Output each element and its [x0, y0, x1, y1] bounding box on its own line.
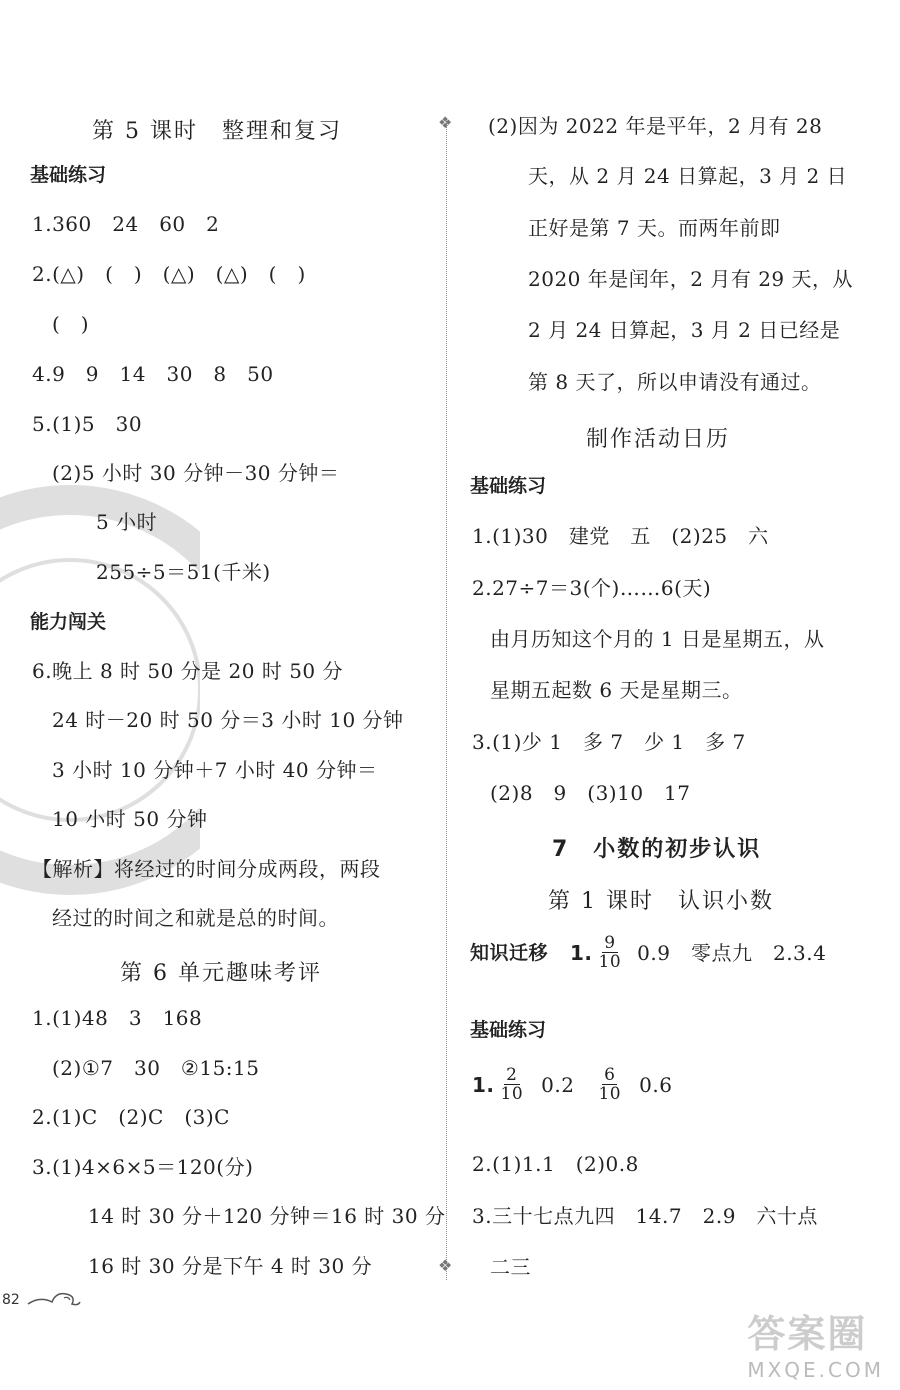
answer-6-line2: 24 时－20 时 50 分＝3 小时 10 分钟 — [52, 708, 404, 732]
decimal-0-6: 0.6 — [639, 1072, 673, 1097]
lesson5-title: 第 5 课时 整理和复习 — [92, 119, 342, 144]
unit-answer-1: 1.(1)48 3 168 — [32, 1006, 203, 1030]
unit-answer-3: 3.(1)4×6×5＝120(分) — [32, 1155, 254, 1179]
divider-ornament-bottom: ❖ — [438, 1256, 453, 1275]
section-basic-practice-right: 基础练习 — [470, 475, 547, 497]
answer-4: 4.9 9 14 30 8 50 — [32, 362, 274, 386]
fraction-denominator: 10 — [598, 952, 622, 972]
analysis-line2: 经过的时间之和就是总的时间。 — [52, 906, 339, 930]
fraction-numerator: 2 — [506, 1065, 518, 1085]
prev-answer-line5: 2 月 24 日算起，3 月 2 日已经是 — [528, 318, 841, 342]
calendar-answer-1: 1.(1)30 建党 五 (2)25 六 — [472, 524, 769, 548]
fraction-9-10 — [597, 934, 624, 971]
unit-answer-1-part2: (2)①7 30 ②15:15 — [52, 1056, 260, 1080]
unit7-title: 7 小数的初步认识 — [552, 837, 762, 862]
transfer-prefix: 1. — [570, 940, 593, 965]
calendar-answer-2: 2.27÷7＝3(个)……6(天) — [472, 576, 712, 600]
calendar-answer-2-line2: 由月历知这个月的 1 日是星期五，从 — [490, 627, 825, 651]
knowledge-transfer-label: 知识迁移 — [470, 941, 549, 964]
answer-5-division: 255÷5＝51(千米) — [96, 560, 271, 584]
site-watermark — [747, 1303, 884, 1382]
decimal-answer-1-prefix: 1. — [472, 1072, 495, 1097]
answer-2: 2.(△) ( ) (△) (△) ( ) — [32, 262, 306, 286]
decimal-0-2: 0.2 — [541, 1072, 575, 1097]
calendar-answer-3-part2: (2)8 9 (3)10 17 — [490, 781, 691, 805]
answer-6-line4: 10 小时 50 分钟 — [52, 807, 208, 831]
prev-answer-line1: (2)因为 2022 年是平年，2 月有 28 — [488, 114, 823, 138]
knowledge-transfer-line — [470, 934, 826, 971]
calendar-answer-3: 3.(1)少 1 多 7 少 1 多 7 — [472, 730, 746, 754]
prev-answer-line3: 正好是第 7 天。而两年前即 — [528, 216, 781, 240]
fraction-numerator: 6 — [604, 1065, 616, 1085]
page-number: 82 — [2, 1292, 20, 1308]
unit-answer-3-line3: 16 时 30 分是下午 4 时 30 分 — [88, 1254, 373, 1278]
fraction-denominator: 10 — [500, 1084, 524, 1104]
fraction-2-10 — [499, 1066, 526, 1103]
analysis-line1: 【解析】将经过的时间分成两段，两段 — [32, 857, 381, 881]
answer-6: 6.晚上 8 时 50 分是 20 时 50 分 — [32, 659, 344, 683]
background-watermark-circle — [0, 470, 200, 910]
watermark-logo-text: 答案圈 — [747, 1312, 868, 1356]
fraction-numerator: 9 — [604, 933, 616, 953]
answer-5-part2: (2)5 小时 30 分钟－30 分钟＝ — [52, 461, 340, 485]
decimal-answer-2: 2.(1)1.1 (2)0.8 — [472, 1152, 639, 1176]
calendar-activity-title: 制作活动日历 — [586, 427, 731, 452]
answer-5: 5.(1)5 30 — [32, 412, 143, 436]
watermark-url: MXQE.COM — [747, 1358, 884, 1382]
unit6-title: 第 6 单元趣味考评 — [120, 961, 322, 986]
section-basic-practice: 基础练习 — [30, 164, 107, 186]
section-basic-practice-right-2: 基础练习 — [470, 1019, 547, 1041]
fraction-denominator: 10 — [598, 1084, 622, 1104]
lesson1-title: 第 1 课时 认识小数 — [548, 889, 774, 914]
answer-2-cont: ( ) — [52, 312, 90, 336]
unit-answer-2: 2.(1)C (2)C (3)C — [32, 1105, 230, 1129]
decimal-answer-3-cont: 二三 — [490, 1255, 531, 1279]
section-ability: 能力闯关 — [30, 611, 107, 633]
answer-1: 1.360 24 60 2 — [32, 212, 220, 236]
cloud-ornament-icon — [26, 1286, 82, 1310]
unit-answer-3-line2: 14 时 30 分＋120 分钟＝16 时 30 分 — [88, 1204, 446, 1228]
decimal-answer-3: 3.三十七点九四 14.7 2.9 六十点 — [472, 1204, 818, 1228]
transfer-rest: 0.9 零点九 2.3.4 — [637, 940, 827, 965]
prev-answer-line2: 天，从 2 月 24 日算起，3 月 2 日 — [528, 164, 848, 188]
prev-answer-line4: 2020 年是闰年，2 月有 29 天，从 — [528, 267, 854, 291]
decimal-answer-1 — [472, 1066, 672, 1103]
answer-5-part2-result: 5 小时 — [96, 510, 158, 534]
divider-ornament-top: ❖ — [438, 113, 453, 132]
column-divider — [446, 118, 447, 1280]
calendar-answer-2-line3: 星期五起数 6 天是星期三。 — [490, 678, 743, 702]
fraction-6-10 — [596, 1066, 623, 1103]
prev-answer-line6: 第 8 天了，所以申请没有通过。 — [528, 370, 822, 394]
answer-6-line3: 3 小时 10 分钟＋7 小时 40 分钟＝ — [52, 758, 378, 782]
